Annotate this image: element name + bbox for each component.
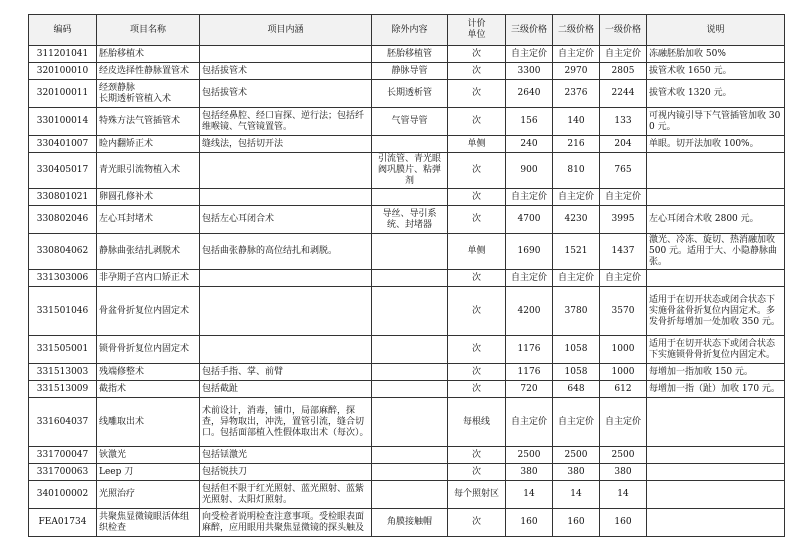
row-level2-price: 自主定价 bbox=[553, 46, 600, 63]
header-unit: 计价 单位 bbox=[448, 15, 506, 46]
row-level3-price: 160 bbox=[506, 509, 553, 537]
row-note: 适用于在切开状态下或闭合状态下实施锁骨骨折复位内固定术。 bbox=[647, 336, 785, 364]
row-name: 截指术 bbox=[97, 381, 200, 398]
table-row bbox=[29, 481, 785, 509]
row-level3-price: 自主定价 bbox=[506, 189, 553, 206]
row-name: 胚胎移植术 bbox=[97, 46, 200, 63]
row-level1-price: 2500 bbox=[600, 447, 647, 464]
row-unit: 次 bbox=[448, 63, 506, 80]
row-content: 缝线法，包括切开法 bbox=[200, 136, 372, 153]
row-level1-price: 2244 bbox=[600, 80, 647, 108]
row-except bbox=[372, 270, 448, 287]
row-except: 导丝、导引系统、封堵器 bbox=[372, 206, 448, 234]
table-row bbox=[29, 63, 785, 80]
row-unit: 单侧 bbox=[448, 136, 506, 153]
row-code: 320100010 bbox=[29, 63, 97, 80]
row-content: 包括曲张静脉的高位结扎和剥脱。 bbox=[200, 234, 372, 270]
row-note bbox=[647, 447, 785, 464]
row-level3-price: 自主定价 bbox=[506, 270, 553, 287]
row-code: 330405017 bbox=[29, 153, 97, 189]
row-unit: 次 bbox=[448, 464, 506, 481]
row-note bbox=[647, 464, 785, 481]
row-note: 适用于在切开状态或闭合状态下实施骨盆骨折复位内固定术。多发骨折每增加一处加收 350 元。 bbox=[647, 287, 785, 336]
row-unit: 每根线 bbox=[448, 398, 506, 447]
row-content bbox=[200, 189, 372, 206]
row-except bbox=[372, 136, 448, 153]
row-note: 每增加一指（趾）加收 170 元。 bbox=[647, 381, 785, 398]
row-except bbox=[372, 364, 448, 381]
row-note: 每增加一指加收 150 元。 bbox=[647, 364, 785, 381]
row-level2-price: 1058 bbox=[553, 336, 600, 364]
row-code: 330801021 bbox=[29, 189, 97, 206]
row-level1-price: 自主定价 bbox=[600, 189, 647, 206]
row-unit: 次 bbox=[448, 364, 506, 381]
row-except bbox=[372, 381, 448, 398]
row-unit: 次 bbox=[448, 206, 506, 234]
header-note: 说明 bbox=[647, 15, 785, 46]
row-level1-price: 自主定价 bbox=[600, 46, 647, 63]
row-except bbox=[372, 287, 448, 336]
row-unit: 次 bbox=[448, 270, 506, 287]
row-unit: 次 bbox=[448, 153, 506, 189]
row-note bbox=[647, 153, 785, 189]
row-level3-price: 3300 bbox=[506, 63, 553, 80]
row-code: 331505001 bbox=[29, 336, 97, 364]
row-unit: 次 bbox=[448, 46, 506, 63]
row-unit: 次 bbox=[448, 447, 506, 464]
row-level2-price: 自主定价 bbox=[553, 270, 600, 287]
row-except: 气管导管 bbox=[372, 108, 448, 136]
row-note: 可视内镜引导下气管插管加收 300 元。 bbox=[647, 108, 785, 136]
row-except bbox=[372, 234, 448, 270]
row-level3-price: 2640 bbox=[506, 80, 553, 108]
table-row bbox=[29, 234, 785, 270]
row-level3-price: 720 bbox=[506, 381, 553, 398]
row-code: 331604037 bbox=[29, 398, 97, 447]
row-level3-price: 900 bbox=[506, 153, 553, 189]
row-except: 静脉导管 bbox=[372, 63, 448, 80]
row-level2-price: 810 bbox=[553, 153, 600, 189]
row-code: FEA01734 bbox=[29, 509, 97, 537]
row-note: 左心耳闭合术收 2800 元。 bbox=[647, 206, 785, 234]
row-content: 包括左心耳闭合术 bbox=[200, 206, 372, 234]
row-level1-price: 14 bbox=[600, 481, 647, 509]
table-row bbox=[29, 509, 785, 537]
row-level2-price: 14 bbox=[553, 481, 600, 509]
row-content: 向受检者说明检查注意事项。受检眼表面麻醉，应用眼用共聚焦显微镜的探头触及 bbox=[200, 509, 372, 537]
row-except bbox=[372, 464, 448, 481]
table-row bbox=[29, 447, 785, 464]
row-level2-price: 1058 bbox=[553, 364, 600, 381]
row-unit: 次 bbox=[448, 336, 506, 364]
row-level1-price: 自主定价 bbox=[600, 398, 647, 447]
row-unit: 次 bbox=[448, 80, 506, 108]
row-except bbox=[372, 398, 448, 447]
row-content bbox=[200, 153, 372, 189]
row-level1-price: 133 bbox=[600, 108, 647, 136]
row-level1-price: 612 bbox=[600, 381, 647, 398]
row-code: 330802046 bbox=[29, 206, 97, 234]
row-name: 经皮选择性静脉置管术 bbox=[97, 63, 200, 80]
row-level2-price: 2970 bbox=[553, 63, 600, 80]
row-level2-price: 160 bbox=[553, 509, 600, 537]
row-note bbox=[647, 481, 785, 509]
row-level3-price: 自主定价 bbox=[506, 46, 553, 63]
row-code: 311201041 bbox=[29, 46, 97, 63]
row-unit: 次 bbox=[448, 509, 506, 537]
header-code: 编码 bbox=[29, 15, 97, 46]
row-name: 特殊方法气管插管术 bbox=[97, 108, 200, 136]
row-note: 单眼。切开法加收 100%。 bbox=[647, 136, 785, 153]
fee-table bbox=[28, 14, 785, 537]
row-level2-price: 2500 bbox=[553, 447, 600, 464]
row-name: 共聚焦显微镜眼活体组织检查 bbox=[97, 509, 200, 537]
row-unit: 单侧 bbox=[448, 234, 506, 270]
table-row bbox=[29, 336, 785, 364]
row-unit: 次 bbox=[448, 381, 506, 398]
table-row bbox=[29, 108, 785, 136]
row-note bbox=[647, 270, 785, 287]
row-level3-price: 1690 bbox=[506, 234, 553, 270]
table-row bbox=[29, 464, 785, 481]
row-level2-price: 648 bbox=[553, 381, 600, 398]
row-except bbox=[372, 336, 448, 364]
row-note: 激光、冷冻、旋切、热消融加收 500 元。适用于大、小隐静脉曲张。 bbox=[647, 234, 785, 270]
fee-table-container bbox=[28, 14, 784, 537]
row-content bbox=[200, 46, 372, 63]
row-except bbox=[372, 189, 448, 206]
row-level3-price: 14 bbox=[506, 481, 553, 509]
row-name: 静脉曲张结扎剥脱术 bbox=[97, 234, 200, 270]
row-level2-price: 1521 bbox=[553, 234, 600, 270]
table-body bbox=[29, 46, 785, 537]
table-row bbox=[29, 270, 785, 287]
row-note bbox=[647, 509, 785, 537]
row-note: 冻融胚胎加收 50% bbox=[647, 46, 785, 63]
row-content bbox=[200, 336, 372, 364]
row-level2-price: 216 bbox=[553, 136, 600, 153]
table-row bbox=[29, 206, 785, 234]
row-name: 卵圆孔修补术 bbox=[97, 189, 200, 206]
row-level1-price: 160 bbox=[600, 509, 647, 537]
row-code: 331513009 bbox=[29, 381, 97, 398]
row-name: 骨盆骨折复位内固定术 bbox=[97, 287, 200, 336]
row-level1-price: 204 bbox=[600, 136, 647, 153]
row-except: 胚胎移植管 bbox=[372, 46, 448, 63]
row-level3-price: 自主定价 bbox=[506, 398, 553, 447]
row-content: 包括拔管术 bbox=[200, 80, 372, 108]
header-content: 项目内涵 bbox=[200, 15, 372, 46]
row-except bbox=[372, 447, 448, 464]
table-row bbox=[29, 381, 785, 398]
row-level1-price: 自主定价 bbox=[600, 270, 647, 287]
row-unit: 次 bbox=[448, 189, 506, 206]
row-level1-price: 2805 bbox=[600, 63, 647, 80]
row-name: 睑内翻矫正术 bbox=[97, 136, 200, 153]
row-except: 长期透析管 bbox=[372, 80, 448, 108]
row-name: 残端修整术 bbox=[97, 364, 200, 381]
row-content bbox=[200, 270, 372, 287]
row-level3-price: 4700 bbox=[506, 206, 553, 234]
row-name: 左心耳封堵术 bbox=[97, 206, 200, 234]
row-name: 青光眼引流物植入术 bbox=[97, 153, 200, 189]
row-code: 330401007 bbox=[29, 136, 97, 153]
header-except: 除外内容 bbox=[372, 15, 448, 46]
row-code: 331501046 bbox=[29, 287, 97, 336]
row-name: 钬激光 bbox=[97, 447, 200, 464]
row-level3-price: 380 bbox=[506, 464, 553, 481]
row-level2-price: 自主定价 bbox=[553, 189, 600, 206]
row-name: 非孕期子宫内口矫正术 bbox=[97, 270, 200, 287]
row-note: 拔管术收 1320 元。 bbox=[647, 80, 785, 108]
header-level1-price: 一级价格 bbox=[600, 15, 647, 46]
row-name: Leep 刀 bbox=[97, 464, 200, 481]
row-level3-price: 156 bbox=[506, 108, 553, 136]
row-level1-price: 1000 bbox=[600, 336, 647, 364]
row-level2-price: 140 bbox=[553, 108, 600, 136]
row-level2-price: 2376 bbox=[553, 80, 600, 108]
table-row bbox=[29, 364, 785, 381]
row-level1-price: 1437 bbox=[600, 234, 647, 270]
row-level1-price: 765 bbox=[600, 153, 647, 189]
row-note: 拔管术收 1650 元。 bbox=[647, 63, 785, 80]
table-row bbox=[29, 80, 785, 108]
row-content bbox=[200, 287, 372, 336]
row-content: 包括铥激光 bbox=[200, 447, 372, 464]
row-content: 包括拔管术 bbox=[200, 63, 372, 80]
row-level2-price: 3780 bbox=[553, 287, 600, 336]
row-except: 角膜接触帽 bbox=[372, 509, 448, 537]
row-level2-price: 自主定价 bbox=[553, 398, 600, 447]
row-content: 包括但不限于红光照射、蓝光照射、蓝紫光照射、太阳灯照射。 bbox=[200, 481, 372, 509]
row-unit: 次 bbox=[448, 108, 506, 136]
row-level3-price: 1176 bbox=[506, 336, 553, 364]
row-code: 340100002 bbox=[29, 481, 97, 509]
row-level1-price: 1000 bbox=[600, 364, 647, 381]
row-level3-price: 240 bbox=[506, 136, 553, 153]
table-row bbox=[29, 136, 785, 153]
row-content: 包括截趾 bbox=[200, 381, 372, 398]
row-level1-price: 3570 bbox=[600, 287, 647, 336]
header-row bbox=[29, 15, 785, 46]
row-note bbox=[647, 189, 785, 206]
row-code: 331700063 bbox=[29, 464, 97, 481]
row-name: 光照治疗 bbox=[97, 481, 200, 509]
table-row bbox=[29, 189, 785, 206]
row-level2-price: 4230 bbox=[553, 206, 600, 234]
row-code: 330100014 bbox=[29, 108, 97, 136]
row-level1-price: 380 bbox=[600, 464, 647, 481]
table-row bbox=[29, 46, 785, 63]
row-code: 320100011 bbox=[29, 80, 97, 108]
table-row bbox=[29, 153, 785, 189]
row-level3-price: 1176 bbox=[506, 364, 553, 381]
row-code: 331303006 bbox=[29, 270, 97, 287]
header-name: 项目名称 bbox=[97, 15, 200, 46]
row-code: 331700047 bbox=[29, 447, 97, 464]
row-except: 引流管、青光眼阀巩膜片、粘弹剂 bbox=[372, 153, 448, 189]
row-level3-price: 4200 bbox=[506, 287, 553, 336]
row-note bbox=[647, 398, 785, 447]
table-row bbox=[29, 398, 785, 447]
header-level3-price: 三级价格 bbox=[506, 15, 553, 46]
row-content: 术前设计，消毒，铺巾，局部麻醉，探查，异物取出，冲洗，置管引流，缝合切口。包括面部植入性假体取出术（每次）。 bbox=[200, 398, 372, 447]
row-name: 锁骨骨折复位内固定术 bbox=[97, 336, 200, 364]
row-level3-price: 2500 bbox=[506, 447, 553, 464]
row-content: 包括锐扶刀 bbox=[200, 464, 372, 481]
row-content: 包括经鼻腔、经口盲探、逆行法；包括纤维喉镜、气管镜置管。 bbox=[200, 108, 372, 136]
header-level2-price: 二级价格 bbox=[553, 15, 600, 46]
row-name: 线雕取出术 bbox=[97, 398, 200, 447]
row-name: 经颈静脉 长期透析管植入术 bbox=[97, 80, 200, 108]
row-except bbox=[372, 481, 448, 509]
row-level2-price: 380 bbox=[553, 464, 600, 481]
row-unit: 每个照射区 bbox=[448, 481, 506, 509]
row-content: 包括手指、掌、前臂 bbox=[200, 364, 372, 381]
row-level1-price: 3995 bbox=[600, 206, 647, 234]
row-code: 330804062 bbox=[29, 234, 97, 270]
row-code: 331513003 bbox=[29, 364, 97, 381]
table-row bbox=[29, 287, 785, 336]
row-unit: 次 bbox=[448, 287, 506, 336]
